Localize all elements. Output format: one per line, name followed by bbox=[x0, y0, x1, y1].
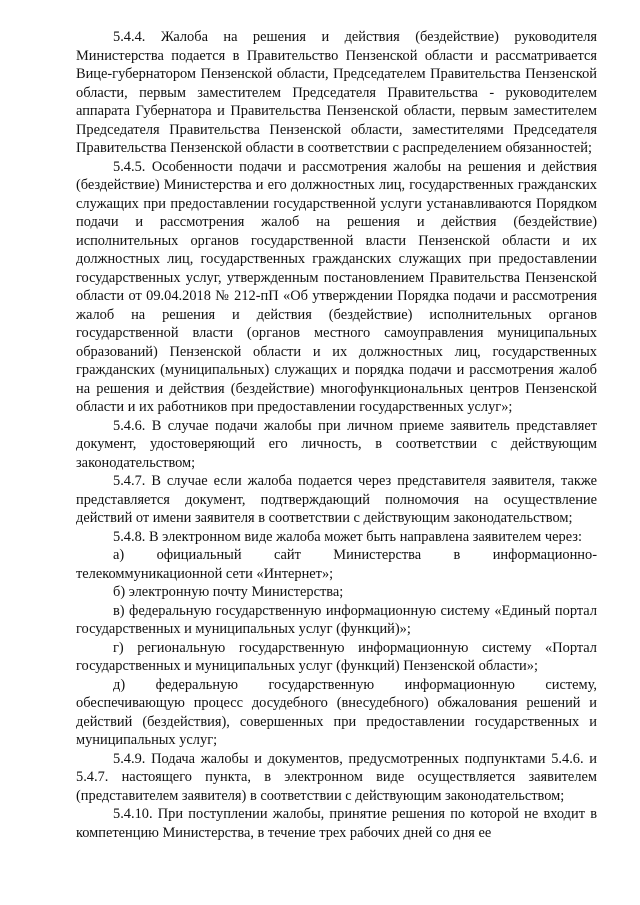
paragraph-5-4-7: 5.4.7. В случае если жалоба подается через представителя заявителя, также представляется документ, подтверждающий полномочия на осуществление действий от имени заявителя в соответствии с действующим законодательством; bbox=[76, 473, 597, 526]
paragraph-5-4-9: 5.4.9. Подача жалобы и документов, предусмотренных подпунктами 5.4.6. и 5.4.7. настоящего пункта, в электронном виде осуществляется заявителем (представителем заявителя) в соответствии с действующим законодательством; bbox=[76, 750, 597, 804]
list-item-b: б) электронную почту Министерства; bbox=[113, 584, 344, 600]
paragraph-5-4-8: 5.4.8. В электронном виде жалоба может быть направлена заявителем через: bbox=[113, 528, 582, 545]
document-page bbox=[76, 28, 597, 842]
paragraph-5-4-4: 5.4.4. Жалоба на решения и действия (бездействие) руководителя Министерства подается в Правительство Пензенской области и рассматривается Вице-губернатором Пензенской области, Председателем Правительства Пензенской области, первым заместителем Председателя Правительства - руководителем аппарата Губернатора и Правительства Пензенской области, первым заместителем Председателя Правительства Пензенской области, заместителями Председателя Правительства Пензенской области в соответствии с распределением обязанностей; bbox=[76, 29, 597, 156]
list-item-a: а) официальный сайт Министерства в информационно-телекоммуникационной сети «Интернет»; bbox=[76, 547, 597, 582]
list-item-d: д) федеральную государственную информационную систему, обеспечивающую процесс досудебного (внесудебного) обжалования решений и действий (бездействия), совершенных при предоставлении государственных и муниципальных услуг; bbox=[76, 676, 597, 748]
paragraph-5-4-6: 5.4.6. В случае подачи жалобы при личном приеме заявитель представляет документ, удостоверяющий его личность, в соответствии с действующим законодательством; bbox=[76, 417, 597, 471]
list-item-v: в) федеральную государственную информационную систему «Единый портал государственных и муниципальных услуг (функций)»; bbox=[76, 602, 597, 637]
paragraph-5-4-5: 5.4.5. Особенности подачи и рассмотрения жалобы на решения и действия (бездействие) Министерства и его должностных лиц, государственных гражданских служащих при предоставлении государственной услуги устанавливаются Порядком подачи и рассмотрения жалоб на решения и действия (бездействие) исполнительных органов государственной власти Пензенской области и их должностных лиц, государственных гражданских служащих при предоставлении государственных услуг, утвержденным постановлением Правительства Пензенской области от 09.04.2018 № 212-пП «Об утверждении Порядка подачи и рассмотрения жалоб на решения и действия (бездействие) исполнительных органов государственной власти (органов местного самоуправления муниципальных образований) Пензенской области и их должностных лиц, государственных гражданских (муниципальных) служащих и порядка подачи и рассмотрения жалоб на решения и действия (бездействие) многофункциональных центров Пензенской области и их работников при предоставлении государственных услуг»; bbox=[76, 158, 597, 415]
list-item-g: г) региональную государственную информационную систему «Портал государственных и муниципальных услуг (функций) Пензенской области»; bbox=[76, 639, 597, 674]
paragraph-5-4-10: 5.4.10. При поступлении жалобы, принятие решения по которой не входит в компетенцию Министерства, в течение трех рабочих дней со дня ее bbox=[76, 806, 597, 841]
